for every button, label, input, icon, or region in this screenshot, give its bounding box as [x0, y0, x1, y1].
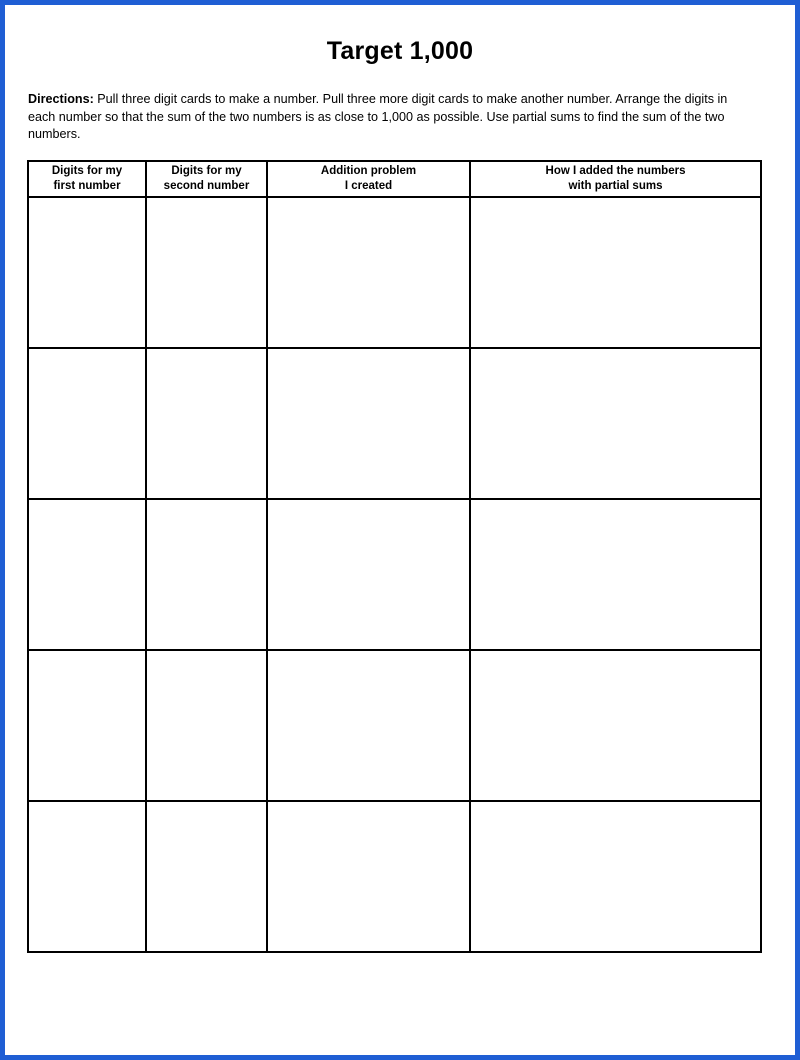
cell-second-number[interactable]	[146, 650, 267, 801]
cell-partial-sums[interactable]	[470, 197, 761, 348]
header-partial-sums: How I added the numbers with partial sums	[470, 161, 761, 197]
worksheet-table	[27, 160, 762, 953]
cell-addition-problem[interactable]	[267, 801, 470, 952]
cell-second-number[interactable]	[146, 499, 267, 650]
cell-addition-problem[interactable]	[267, 197, 470, 348]
directions-label: Directions:	[28, 92, 94, 106]
table-row	[28, 650, 761, 801]
cell-addition-problem[interactable]	[267, 499, 470, 650]
header-addition-problem: Addition problem I created	[267, 161, 470, 197]
cell-first-number[interactable]	[28, 650, 146, 801]
table-row	[28, 348, 761, 499]
cell-second-number[interactable]	[146, 801, 267, 952]
directions-body: Pull three digit cards to make a number. Pull three more digit cards to make another number. Arrange the digits in each number so that the sum of the two numbers is as close to 1,000 as possible. Use partial sums to find the sum of the two numbers.	[28, 92, 728, 141]
cell-second-number[interactable]	[146, 348, 267, 499]
header-second-number: Digits for my second number	[146, 161, 267, 197]
header-first-number: Digits for my first number	[28, 161, 146, 197]
cell-partial-sums[interactable]	[470, 499, 761, 650]
cell-first-number[interactable]	[28, 348, 146, 499]
cell-first-number[interactable]	[28, 499, 146, 650]
table-row	[28, 801, 761, 952]
page-title: Target 1,000	[326, 37, 474, 65]
table-row	[28, 197, 761, 348]
cell-second-number[interactable]	[146, 197, 267, 348]
cell-first-number[interactable]	[28, 801, 146, 952]
directions-text	[28, 91, 748, 144]
cell-partial-sums[interactable]	[470, 801, 761, 952]
cell-first-number[interactable]	[28, 197, 146, 348]
cell-partial-sums[interactable]	[470, 650, 761, 801]
table-row	[28, 499, 761, 650]
cell-addition-problem[interactable]	[267, 348, 470, 499]
cell-addition-problem[interactable]	[267, 650, 470, 801]
cell-partial-sums[interactable]	[470, 348, 761, 499]
header-row	[28, 161, 761, 197]
